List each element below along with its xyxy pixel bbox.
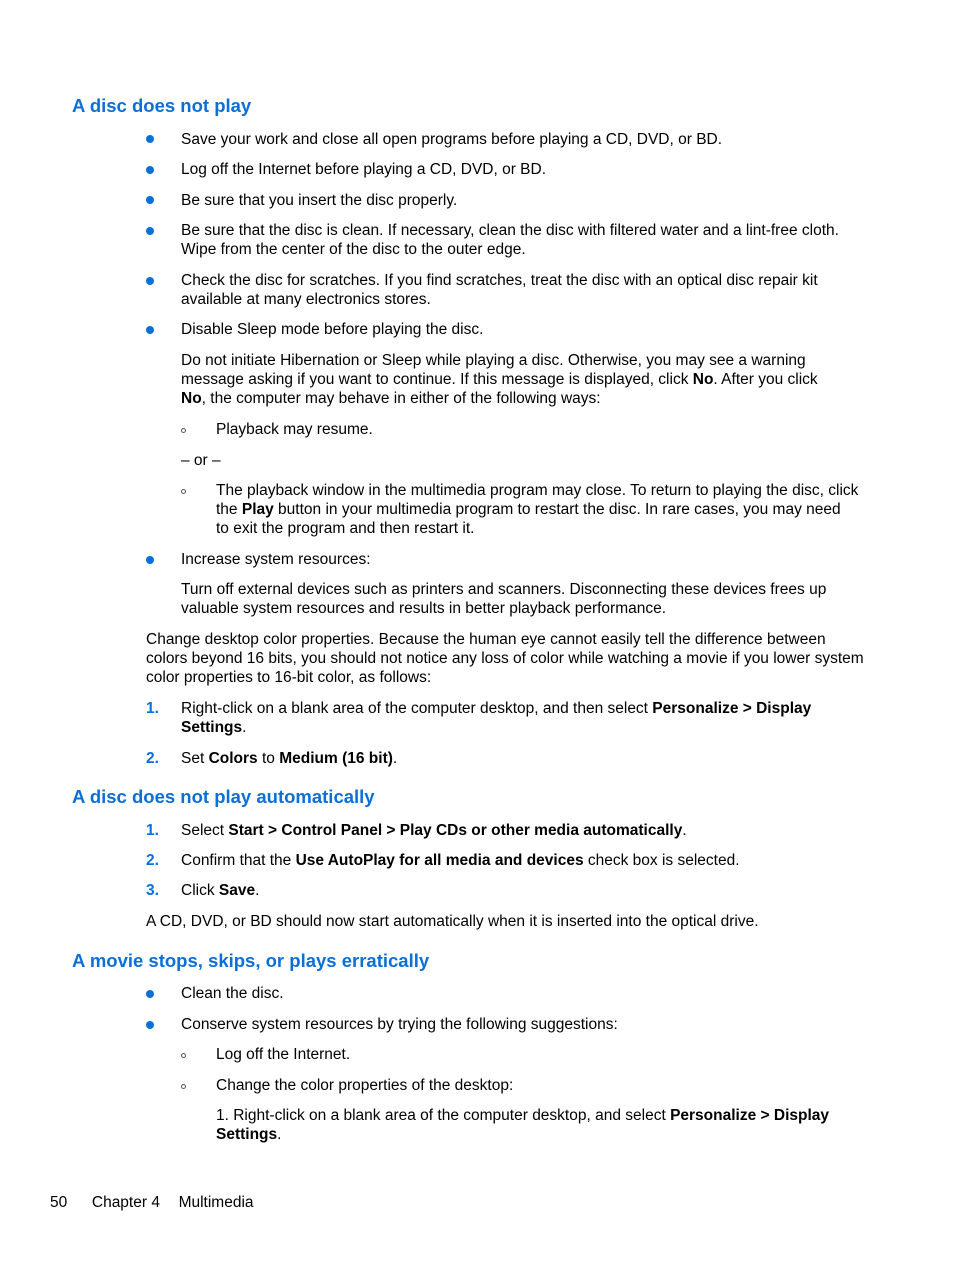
sub-list-item-continuation: the Play button in your multimedia program to restart the disc. In rare cases, you may need	[216, 501, 841, 518]
bullet-icon	[146, 1021, 154, 1029]
sub-list-item: Log off the Internet.	[216, 1046, 351, 1063]
bullet-icon	[146, 135, 154, 143]
nested-step: 1. Right-click on a blank area of the computer desktop, and select Personalize > Display	[216, 1107, 830, 1124]
list-item: Be sure that you insert the disc properly.	[181, 192, 458, 209]
page-number: 50	[50, 1194, 68, 1211]
paragraph-line: No, the computer may behave in either of the following ways:	[181, 390, 601, 407]
list-item: Check the disc for scratches. If you find scratches, treat the disc with an optical disc repair kit	[181, 272, 818, 289]
paragraph-line: Turn off external devices such as printers and scanners. Disconnecting these devices frees up	[181, 581, 827, 598]
paragraph-line: Change desktop color properties. Because the human eye cannot easily tell the difference between	[146, 631, 826, 648]
bullet-icon	[146, 990, 154, 998]
list-item: Disable Sleep mode before playing the disc.	[181, 321, 484, 338]
step-number: 2.	[146, 750, 159, 767]
step-number: 1.	[146, 822, 159, 839]
bullet-icon	[146, 556, 154, 564]
numbered-step-continuation: Settings.	[181, 719, 247, 736]
section-heading-movie-stops: A movie stops, skips, or plays erratically	[72, 950, 430, 971]
or-separator: – or –	[181, 452, 221, 469]
step-number: 1.	[146, 700, 159, 717]
list-item: Log off the Internet before playing a CD, DVD, or BD.	[181, 161, 547, 178]
sub-list-item-continuation: to exit the program and then restart it.	[216, 520, 475, 537]
numbered-step: Set Colors to Medium (16 bit).	[181, 750, 398, 767]
footer-title: Multimedia	[178, 1194, 254, 1211]
section-heading-disc-not-play-automatically: A disc does not play automatically	[72, 786, 375, 807]
sub-list-item: Change the color properties of the desktop:	[216, 1077, 514, 1094]
page-footer	[50, 1193, 254, 1212]
list-item-continuation: available at many electronics stores.	[181, 291, 431, 308]
section-heading-disc-does-not-play: A disc does not play	[72, 95, 252, 116]
paragraph-line: Do not initiate Hibernation or Sleep while playing a disc. Otherwise, you may see a warning	[181, 352, 806, 369]
list-item: Clean the disc.	[181, 985, 284, 1002]
sub-bullet-icon	[181, 1053, 186, 1058]
paragraph-line: color properties to 16-bit color, as follows:	[146, 669, 432, 686]
bullet-icon	[146, 196, 154, 204]
bullet-icon	[146, 277, 154, 285]
bullet-icon	[146, 326, 154, 334]
paragraph-line: valuable system resources and results in better playback performance.	[181, 600, 667, 617]
paragraph-line: A CD, DVD, or BD should now start automatically when it is inserted into the optical drive.	[146, 913, 759, 930]
sub-bullet-icon	[181, 428, 186, 433]
paragraph-line: message asking if you want to continue. If this message is displayed, click No. After you click	[181, 371, 818, 388]
list-item-continuation: Wipe from the center of the disc to the outer edge.	[181, 241, 526, 258]
list-item: Save your work and close all open programs before playing a CD, DVD, or BD.	[181, 131, 723, 148]
sub-bullet-icon	[181, 489, 186, 494]
bullet-icon	[146, 166, 154, 174]
bullet-icon	[146, 227, 154, 235]
sub-list-item: Playback may resume.	[216, 421, 373, 438]
list-item: Be sure that the disc is clean. If necessary, clean the disc with filtered water and a lint-free cloth.	[181, 222, 839, 239]
numbered-step: Click Save.	[181, 882, 260, 899]
sub-bullet-icon	[181, 1084, 186, 1089]
footer-chapter: Chapter 4	[91, 1194, 160, 1211]
step-number: 3.	[146, 882, 159, 899]
list-item: Increase system resources:	[181, 551, 371, 568]
list-item: Conserve system resources by trying the following suggestions:	[181, 1016, 618, 1033]
numbered-step: Right-click on a blank area of the computer desktop, and then select Personalize > Display	[181, 700, 812, 717]
numbered-step: Confirm that the Use AutoPlay for all media and devices check box is selected.	[181, 852, 740, 869]
numbered-step: Select Start > Control Panel > Play CDs or other media automatically.	[181, 822, 687, 839]
paragraph-line: colors beyond 16 bits, you should not notice any loss of color while watching a movie if you lower system	[146, 650, 864, 667]
sub-list-item: The playback window in the multimedia program may close. To return to playing the disc, click	[216, 482, 859, 499]
nested-step-continuation: Settings.	[216, 1126, 282, 1143]
step-number: 2.	[146, 852, 159, 869]
